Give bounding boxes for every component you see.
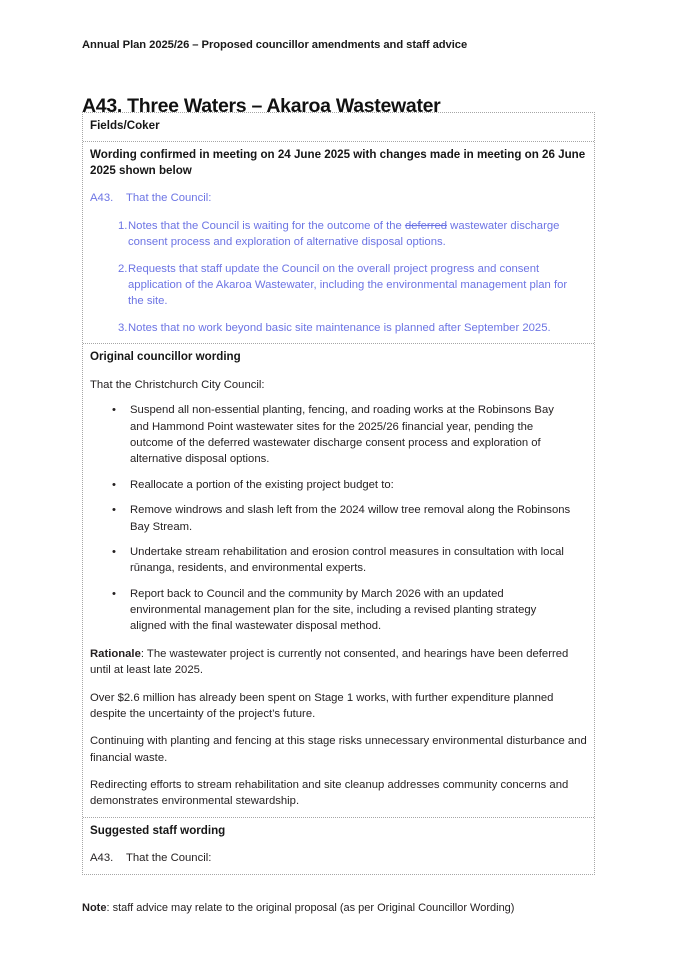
list-item-text [128, 218, 587, 250]
confirmed-wording-heading: Wording confirmed in meeting on 24 June 2025 with changes made in meeting on 26 June 2025 shown below [90, 147, 586, 178]
table-row-staff-wording [83, 818, 594, 874]
footnote-text: : staff advice may relate to the original proposal (as per Original Councillor Wording) [106, 902, 515, 914]
list-item-number: 1. [118, 220, 128, 233]
bullet-icon: • [112, 545, 116, 558]
staff-lead-text: That the Council: [126, 852, 212, 865]
list-item [90, 402, 587, 468]
table-row-confirmed-wording [83, 142, 594, 345]
bullet-icon: • [112, 504, 116, 517]
text-before-strike: Notes that the Council is waiting for the outcome of the [128, 220, 405, 233]
list-item [90, 477, 587, 493]
struck-through-word: deferred [404, 220, 448, 233]
confirmed-lead-line [90, 191, 587, 207]
list-item-text: Notes that no work beyond basic site maintenance is planned after September 2025. [128, 322, 551, 335]
footnote-label: Note [82, 902, 107, 914]
list-item [90, 586, 587, 635]
rationale-paragraph [90, 646, 587, 679]
list-item-text: Suspend all non-essential planting, fencing, and roading works at the Robinsons Bay and Hammond Point wastewater sites for the 2025/26 financial year, pending the outcome of the deferred wastewater discharge consent process and exploration of alternative disposal options. [130, 404, 554, 466]
original-lead-text: That the Christchurch City Council: [90, 378, 265, 391]
original-wording-heading: Original councillor wording [90, 350, 241, 364]
list-item [90, 218, 587, 250]
confirmed-lead-text: That the Council: [126, 192, 212, 205]
list-item-number: 3. [118, 322, 128, 335]
table-row-original-wording [83, 344, 594, 818]
bullet-icon: • [112, 478, 116, 491]
list-item-text: Undertake stream rehabilitation and erosion control measures in consultation with local rūnanga, residents, and environmental experts. [130, 545, 564, 575]
table-row-councillors [83, 113, 594, 142]
confirmed-wording-list [90, 218, 587, 336]
amendment-table [82, 112, 595, 875]
list-item [90, 261, 587, 309]
bullet-icon: • [112, 587, 116, 600]
list-item-text: Report back to Council and the community by March 2026 with an updated environmental management plan for the site, including a revised planting strategy aligned with the final wastewater disposal method. [130, 587, 537, 633]
list-item-text: Remove windrows and slash left from the 2024 willow tree removal along the Robinsons Bay Stream. [130, 504, 571, 533]
staff-lead-tag: A43. [90, 852, 114, 865]
paragraph: Over $2.6 million has already been spent on Stage 1 works, with further expenditure planned despite the uncertainty of the project’s future. [90, 691, 554, 720]
list-item-text: Requests that staff update the Council on the overall project progress and consent application of the Akaroa Wastewater, including the environmental management plan for the site. [128, 263, 568, 308]
staff-wording-heading: Suggested staff wording [90, 823, 226, 837]
original-wording-bullets [90, 402, 587, 635]
list-item-number: 2. [118, 263, 128, 276]
rationale-text: : The wastewater project is currently not consented, and hearings have been deferred until at least late 2025. [90, 647, 569, 677]
list-item-text: Reallocate a portion of the existing project budget to: [130, 478, 394, 491]
paragraph: Redirecting efforts to stream rehabilitation and site cleanup addresses community concerns and demonstrates environmental stewardship. [90, 779, 569, 808]
confirmed-lead-tag: A43. [90, 192, 114, 205]
running-header: Annual Plan 2025/26 – Proposed councillor amendments and staff advice [82, 39, 468, 51]
bullet-icon: • [112, 404, 116, 417]
councillor-names-label: Fields/Coker [90, 119, 160, 132]
rationale-label: Rationale [90, 647, 141, 660]
paragraph: Continuing with planting and fencing at this stage risks unnecessary environmental disturbance and financial waste. [90, 735, 587, 764]
list-item [90, 320, 587, 336]
text-after-strike: wastewater discharge consent process and exploration of alternative disposal options. [128, 220, 560, 249]
page-title: A43. Three Waters – Akaroa Wastewater [82, 95, 441, 118]
staff-lead-line [90, 850, 587, 866]
list-item [90, 544, 587, 577]
footnote [82, 901, 597, 916]
list-item [90, 502, 587, 535]
